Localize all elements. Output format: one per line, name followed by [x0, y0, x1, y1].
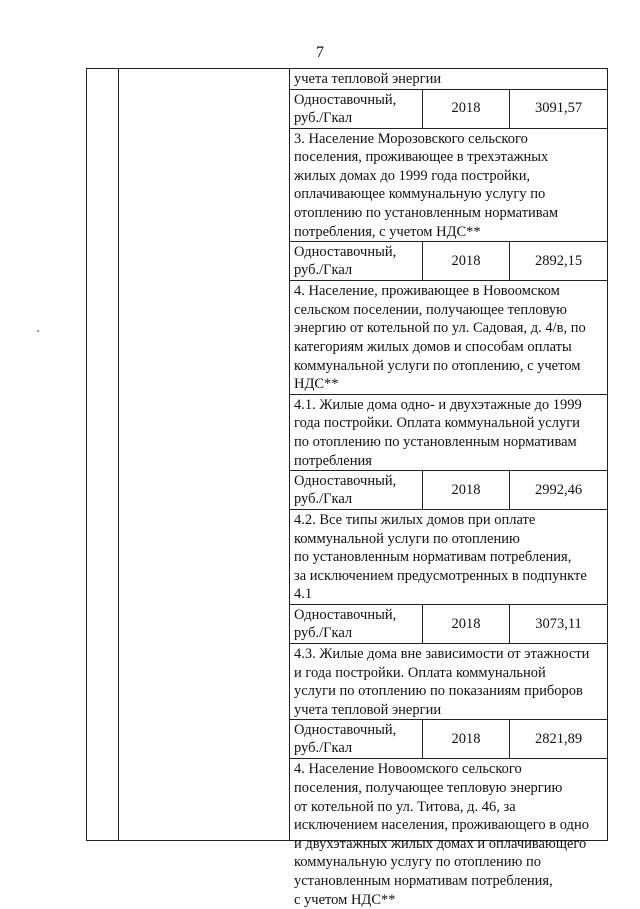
rate-unit-text: Одноставочный,: [294, 722, 397, 739]
tariff-rate-row: [290, 242, 607, 281]
rate-unit-cell: [290, 242, 423, 280]
category-text-line: поселения, проживающее в трехэтажных: [294, 149, 549, 166]
rate-unit-text: Одноставочный,: [294, 473, 397, 490]
scan-mark: [37, 330, 39, 332]
category-text-line: сельском поселении, получающее тепловую: [294, 301, 568, 318]
category-text-line: коммунальной услуги по отоплению: [294, 530, 520, 547]
rate-year-cell: 2018: [423, 605, 510, 643]
rate-unit-cell: [290, 605, 423, 643]
rate-year-cell: 2018: [423, 720, 510, 758]
tariff-rate-row: [290, 605, 607, 644]
table-column-tariffs: [290, 69, 607, 908]
category-text-line: коммунальную услугу по отоплению по: [294, 854, 542, 871]
category-text-line: по отоплению по установленным нормативам: [294, 433, 577, 450]
category-text-line: 4. Население Новоомского сельского: [294, 761, 522, 778]
category-text-line: за исключением предусмотренных в подпункте: [294, 567, 587, 584]
category-text-line: жилых домах до 1999 года постройки,: [294, 167, 531, 184]
tariff-rate-row: [290, 90, 607, 129]
category-text-line: категориям жилых домов и способам оплаты: [294, 338, 572, 355]
category-text-row: [290, 510, 607, 605]
category-text-line: 4.1: [294, 586, 313, 603]
category-text-line: учета тепловой энергии: [294, 71, 442, 87]
tariff-rate-row: [290, 720, 607, 759]
rate-year-cell: 2018: [423, 471, 510, 509]
category-text-line: 4.3. Жилые дома вне зависимости от этажности: [294, 646, 590, 663]
rate-value-cell: 3073,11: [535, 615, 582, 632]
rate-value-cell: 2892,15: [534, 252, 583, 269]
category-text-row: [290, 129, 607, 243]
category-text-line: коммунальной услуги по отоплению, с учетом: [294, 357, 581, 374]
category-text-line: 4. Население, проживающее в Новоомском: [294, 283, 560, 300]
category-text-row: [290, 281, 607, 395]
rate-year-cell: 2018: [423, 242, 510, 280]
rate-year-cell: 2018: [423, 90, 510, 128]
category-text-line: 4.1. Жилые дома одно- и двухэтажные до 1999: [294, 396, 582, 413]
rate-unit-text: руб./Гкал: [294, 740, 353, 757]
category-text-line: услуги по отоплению по показаниям приборов: [294, 683, 583, 700]
category-text-line: года постройки. Оплата коммунальной услуги: [294, 415, 580, 432]
tariff-rate-row: [290, 471, 607, 510]
page-number: 7: [316, 44, 324, 61]
category-text-line: поселения, получающее тепловую энергию: [294, 780, 563, 797]
category-text-line: и двухэтажных жилых домах и оплачивающего: [294, 835, 587, 852]
category-text-line: по установленным нормативам потребления,: [294, 549, 572, 566]
rate-value-cell: 2992,46: [534, 481, 583, 498]
category-text-line: потребления: [294, 452, 372, 469]
category-text-line: 4.2. Все типы жилых домов при оплате: [294, 512, 536, 529]
category-text-row: [290, 69, 607, 90]
category-text-line: и года постройки. Оплата коммунальной: [294, 664, 546, 681]
category-text-line: потребления, с учетом НДС**: [294, 223, 481, 240]
category-text-row: [290, 759, 607, 909]
table-column-number: [87, 69, 119, 840]
category-text-line: НДС**: [294, 376, 339, 393]
rate-unit-text: руб./Гкал: [294, 262, 353, 279]
rate-unit-text: Одноставочный,: [294, 91, 397, 108]
rate-value-cell: 3091,57: [534, 100, 583, 117]
table-column-description: [118, 69, 290, 840]
category-text-line: с учетом НДС**: [294, 891, 396, 908]
category-text-line: от котельной по ул. Титова, д. 46, за: [294, 798, 516, 815]
rate-unit-text: руб./Гкал: [294, 625, 353, 642]
rate-value-cell: 2821,89: [534, 730, 583, 747]
category-text-row: [290, 395, 607, 471]
rate-unit-text: руб./Гкал: [294, 109, 353, 126]
rate-unit-text: руб./Гкал: [294, 491, 353, 508]
category-text-line: учета тепловой энергии: [294, 701, 442, 718]
category-text-line: отоплению по установленным нормативам: [294, 204, 559, 221]
tariff-table: [86, 68, 608, 908]
category-text-line: исключением населения, проживающего в одно: [294, 817, 589, 834]
rate-unit-text: Одноставочный,: [294, 607, 397, 624]
category-text-line: оплачивающее коммунальную услугу по: [294, 186, 546, 203]
category-text-line: энергию от котельной по ул. Садовая, д. 4/в, по: [294, 320, 586, 337]
category-text-line: установленным нормативам потребления,: [294, 873, 553, 889]
rate-unit-cell: [290, 90, 423, 128]
category-text-line: 3. Население Морозовского сельского: [294, 130, 528, 147]
rate-unit-cell: [290, 471, 423, 509]
rate-unit-cell: [290, 720, 423, 758]
category-text-row: [290, 644, 607, 720]
rate-unit-text: Одноставочный,: [294, 244, 397, 261]
